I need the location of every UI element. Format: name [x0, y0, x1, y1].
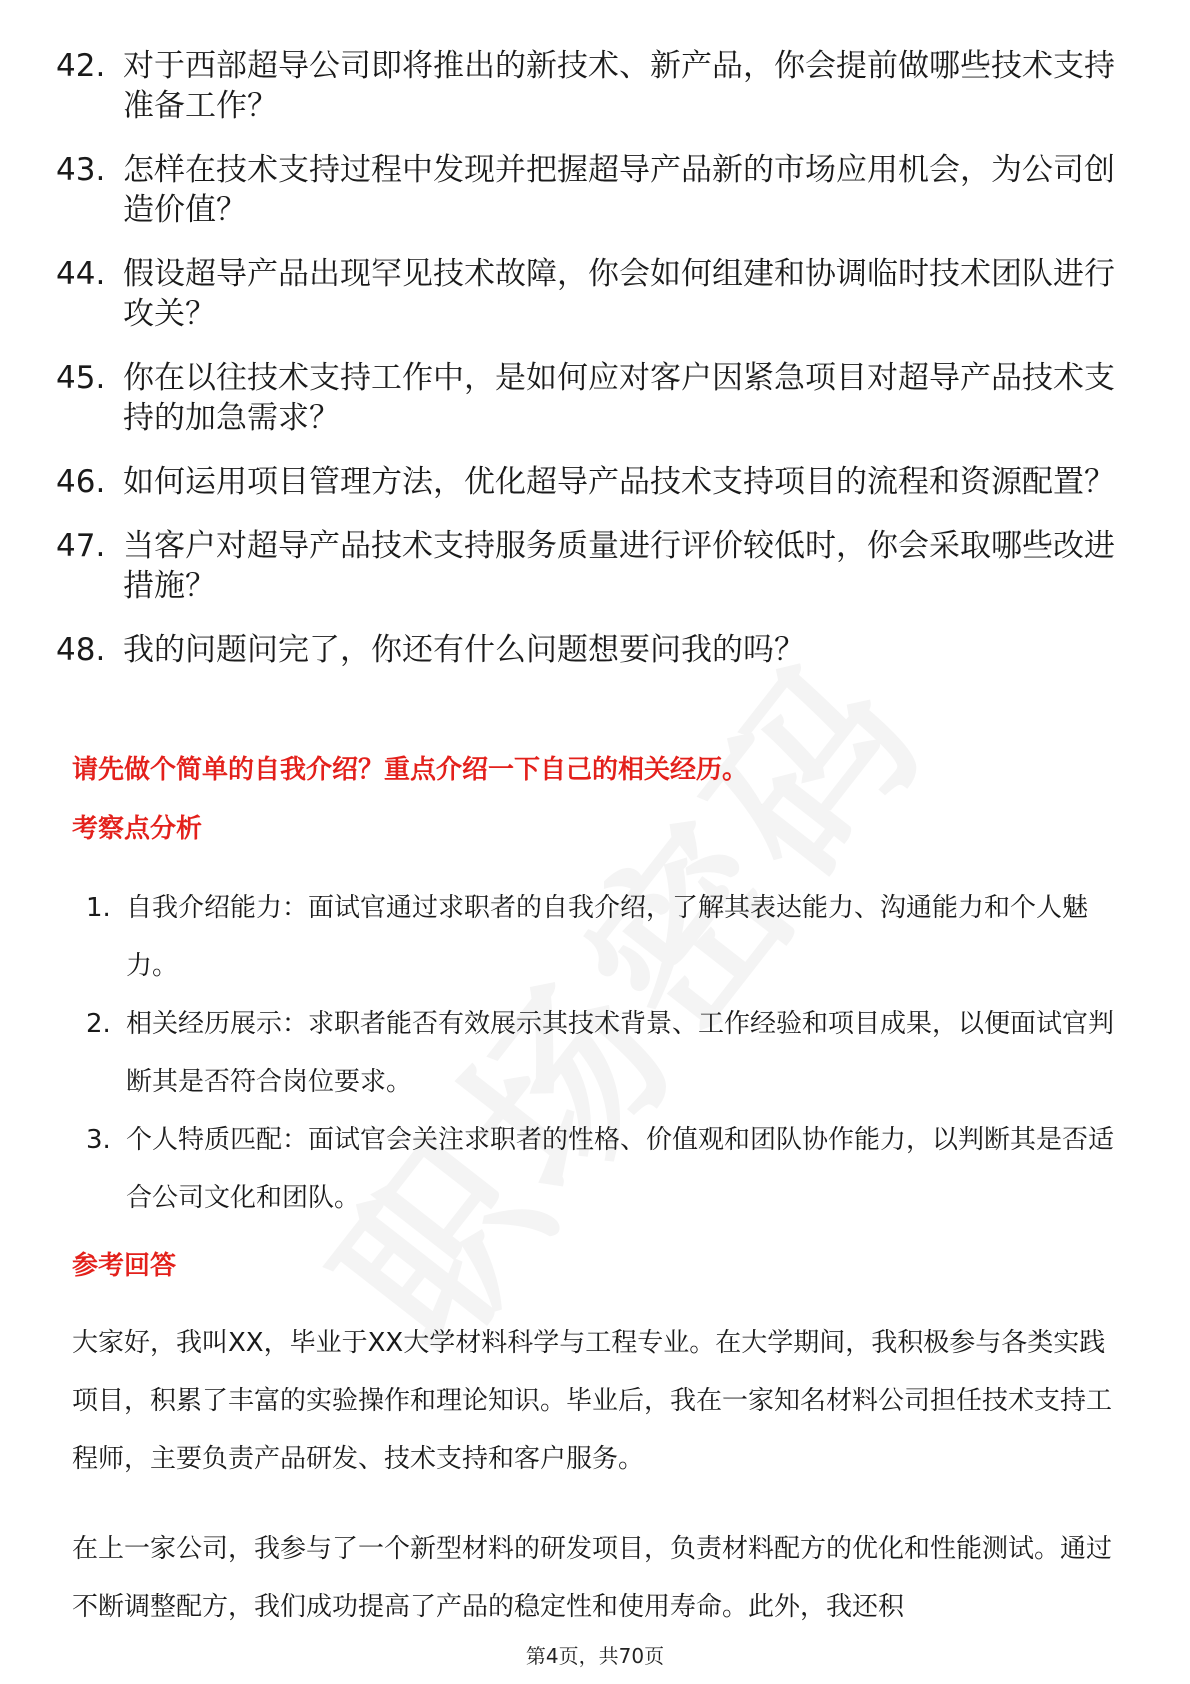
answer-heading: 参考回答 [72, 1251, 177, 1281]
question-text: 假设超导产品出现罕见技术故障，你会如何组建和协调临时技术团队进行攻关？ [123, 256, 1115, 332]
analysis-text: 个人特质匹配：面试官会关注求职者的性格、价值观和团队协作能力，以判断其是否适合公司文化和团队。 [126, 1125, 1115, 1213]
analysis-item [86, 1111, 1126, 1227]
answer-paragraph: 在上一家公司，我参与了一个新型材料的研发项目，负责材料配方的优化和性能测试。通过不断调整配方，我们成功提高了产品的稳定性和使用寿命。此外，我还积 [72, 1534, 1113, 1622]
question-text: 你在以往技术支持工作中，是如何应对客户因紧急项目对超导产品技术支持的加急需求？ [123, 360, 1115, 436]
analysis-text: 自我介绍能力：面试官通过求职者的自我介绍，了解其表达能力、沟通能力和个人魅力。 [126, 893, 1089, 981]
question-number: 45. [56, 360, 106, 396]
question-number: 46. [56, 464, 106, 500]
question-item [56, 462, 1136, 502]
question-item [56, 526, 1136, 606]
question-item [56, 46, 1136, 126]
question-list [56, 46, 1136, 694]
analysis-item [86, 879, 1126, 995]
question-number: 42. [56, 48, 106, 84]
question-text: 如何运用项目管理方法，优化超导产品技术支持项目的流程和资源配置？ [123, 464, 1115, 500]
analysis-number: 2. [86, 1009, 111, 1039]
question-number: 44. [56, 256, 106, 292]
question-item [56, 630, 1136, 670]
analysis-item [86, 995, 1126, 1111]
analysis-number: 1. [86, 893, 111, 923]
analysis-heading: 考察点分析 [72, 814, 203, 844]
analysis-list [86, 879, 1126, 1227]
question-number: 48. [56, 632, 106, 668]
question-text: 当客户对超导产品技术支持服务质量进行评价较低时，你会采取哪些改进措施？ [123, 528, 1115, 604]
question-item [56, 358, 1136, 438]
question-text: 怎样在技术支持过程中发现并把握超导产品新的市场应用机会，为公司创造价值？ [123, 152, 1115, 228]
question-number: 43. [56, 152, 106, 188]
analysis-text: 相关经历展示：求职者能否有效展示其技术背景、工作经验和项目成果，以便面试官判断其是否符合岗位要求。 [126, 1009, 1115, 1097]
question-text: 对于西部超导公司即将推出的新技术、新产品，你会提前做哪些技术支持准备工作？ [123, 48, 1115, 124]
question-number: 47. [56, 528, 106, 564]
question-item [56, 254, 1136, 334]
question-text: 我的问题问完了，你还有什么问题想要问我的吗？ [123, 632, 805, 668]
answer-paragraph: 大家好，我叫XX，毕业于XX大学材料科学与工程专业。在大学期间，我积极参与各类实践项目，积累了丰富的实验操作和理论知识。毕业后，我在一家知名材料公司担任技术支持工程师，主要负责产品研发、技术支持和客户服务。 [72, 1328, 1113, 1474]
analysis-number: 3. [86, 1125, 111, 1155]
page-footer: 第4页，共70页 [525, 1644, 665, 1668]
question-item [56, 150, 1136, 230]
interview-question-heading: 请先做个简单的自我介绍？重点介绍一下自己的相关经历。 [72, 755, 749, 785]
